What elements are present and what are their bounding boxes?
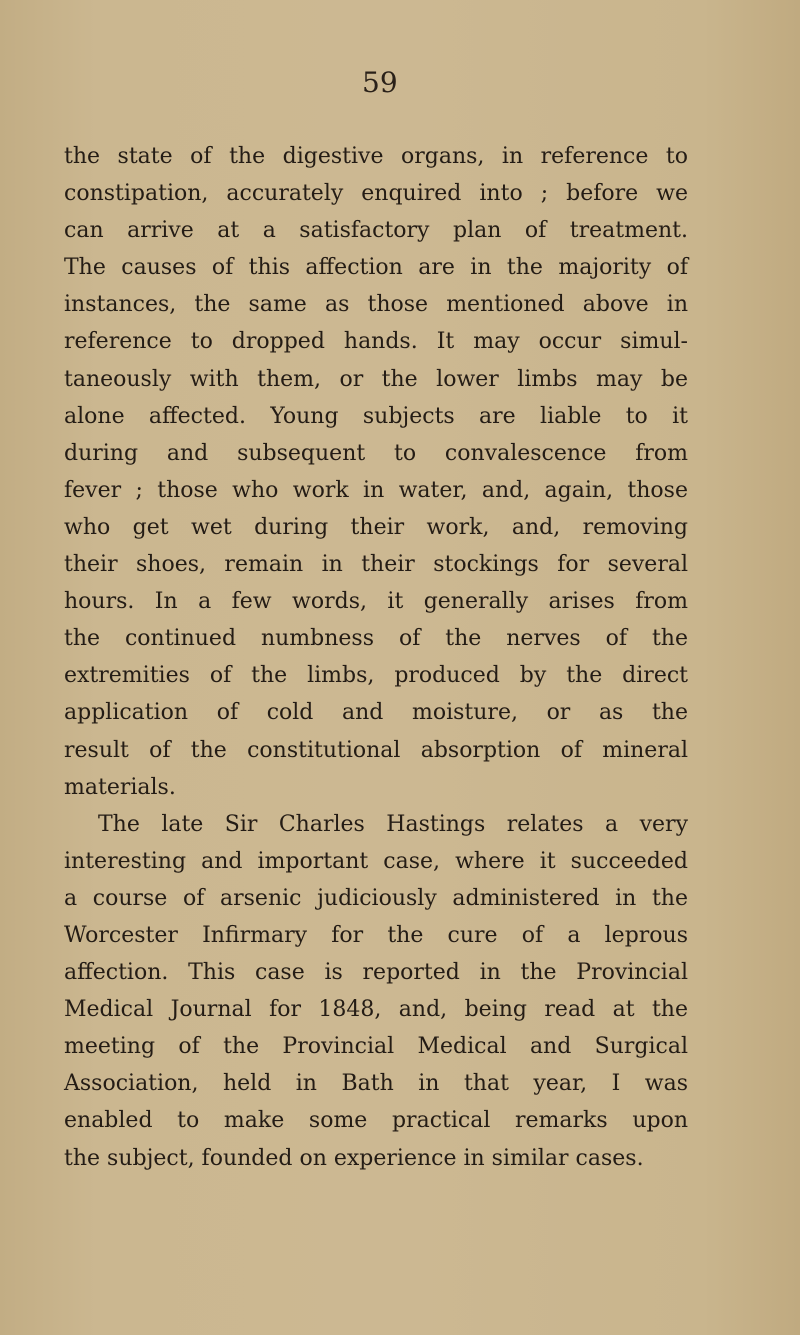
text-line: Association, held in Bath in that year, I was	[64, 1071, 688, 1097]
text-line: The late Sir Charles Hastings relates a very	[98, 811, 688, 837]
text-line: the continued numbness of the nerves of the	[64, 626, 688, 652]
text-line: reference to dropped hands. It may occur simul-	[64, 329, 688, 355]
text-line: the subject, founded on experience in similar cases.	[64, 1145, 644, 1171]
text-line: can arrive at a satisfactory plan of treatment.	[64, 218, 688, 244]
text-line: fever ; those who work in water, and, again, those	[64, 477, 688, 503]
text-line: Medical Journal for 1848, and, being read at the	[64, 997, 688, 1023]
text-line: meeting of the Provincial Medical and Surgical	[64, 1034, 688, 1060]
text-line: their shoes, remain in their stockings for several	[64, 552, 688, 578]
text-line: a course of arsenic judiciously administered in the	[64, 885, 688, 911]
text-line: affection. This case is reported in the Provincial	[64, 960, 688, 986]
text-line: result of the constitutional absorption of mineral	[64, 737, 688, 763]
text-line: alone affected. Young subjects are liable to it	[64, 403, 688, 429]
text-line: hours. In a few words, it generally arises from	[64, 589, 688, 615]
text-line: constipation, accurately enquired into ; before we	[64, 181, 688, 207]
text-line: who get wet during their work, and, removing	[64, 514, 688, 540]
body-text	[64, 138, 688, 1177]
text-line: Worcester Infirmary for the cure of a leprous	[64, 922, 688, 948]
text-line: The causes of this affection are in the majority of	[64, 255, 688, 281]
text-line: enabled to make some practical remarks upon	[64, 1108, 688, 1134]
text-line: application of cold and moisture, or as the	[64, 700, 688, 726]
text-line: instances, the same as those mentioned above in	[64, 292, 688, 318]
text-line: extremities of the limbs, produced by the direct	[64, 663, 688, 689]
page-number: 59	[362, 66, 398, 99]
text-line: taneously with them, or the lower limbs may be	[64, 366, 688, 392]
text-line: materials.	[64, 774, 176, 800]
text-line: interesting and important case, where it succeeded	[64, 848, 688, 874]
text-line: the state of the digestive organs, in reference to	[64, 144, 688, 169]
text-line: during and subsequent to convalescence from	[64, 440, 688, 466]
